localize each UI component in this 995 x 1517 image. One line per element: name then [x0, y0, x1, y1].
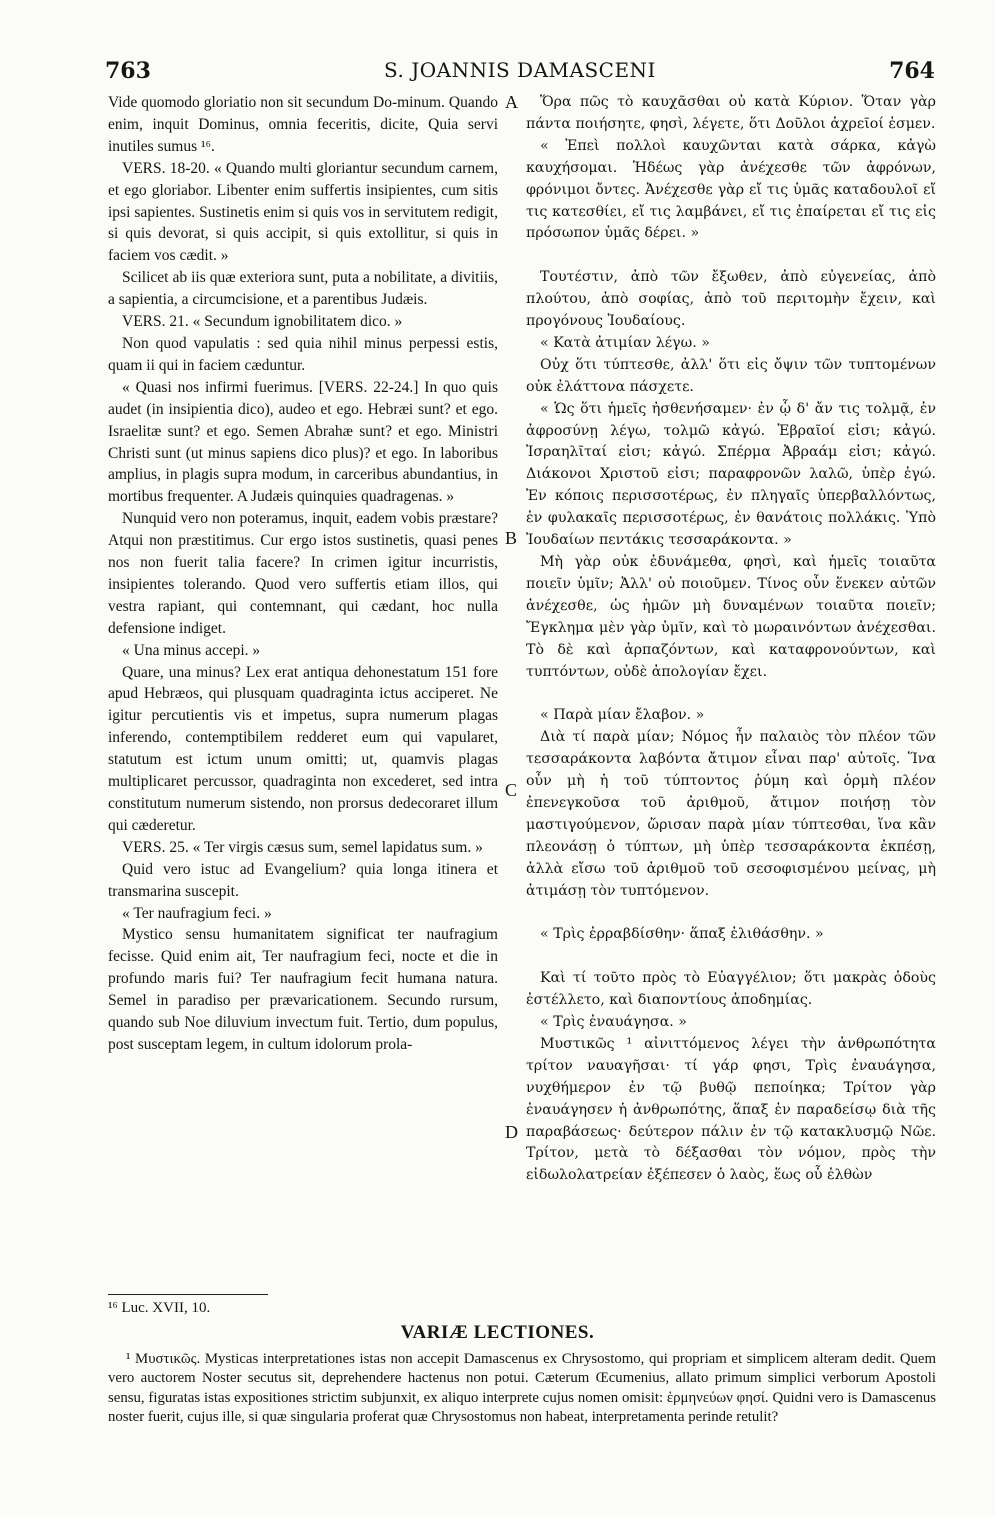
greek-paragraph: Οὐχ ὅτι τύπτεσθε, ἀλλ' ὅτι εἰς ὄψιν τῶν τυπτομένων οὐκ ἐλάττονα πάσχετε.	[526, 356, 936, 395]
greek-paragraph: Ὅρα πῶς τὸ καυχᾶσθαι οὐ κατὰ Κύριον. Ὅταν γὰρ πάντα ποιήσητε, φησὶ, λέγετε, ὅτι Δοῦλοι ἀχρεῖοί ἐσμεν.	[526, 94, 936, 132]
variae-paragraph: ¹ Μυστικῶς. Mysticas interpretationes istas non accepit Damascenus ex Chrysostomo, qui propriam et simplicem alteram dedit. Quem vero auctorem Noster secutus sit, deprehendere hactenus non potui. Cæterum Œcumenius, allato primum simplici verborum Apostoli sensu, figuratas istas expositiones strictim subjunxit, ex aliquo interprete cujus nomen omisit: ἑρμηνεύων φησί. Quidni vero is Damascenus noster fuerit, cujus ille, si quæ singularia proferat quæ Chrysostomus non habeat, interpretamenta perinde retulit?	[108, 1351, 936, 1426]
latin-paragraph: VERS. 21. « Secundum ignobilitatem dico. »	[122, 313, 403, 331]
running-title: S. JOANNIS DAMASCENI	[384, 58, 656, 82]
greek-paragraph: « Τρὶς ἐρραβδίσθην· ἅπαξ ἐλιθάσθην. »	[540, 926, 824, 943]
page-number-left: 763	[105, 58, 151, 84]
greek-paragraph: Μὴ γὰρ οὐκ ἐδυνάμεθα, φησὶ, καὶ ἡμεῖς τοιαῦτα ποιεῖν ὑμῖν; Ἀλλ' οὐ ποιοῦμεν. Τίνος οὖν ἕνεκεν αὐτῶν ἀνέχεσθε, ὡς ἡμῶν μὴ δυναμένων τοιαῦτα ποιεῖν; Ἔγκλημα μὲν γὰρ ὑμῖν, καὶ τὸ μωραινόντων ἀνέχεσθαι. Τὸ δὲ καὶ ἁρπαζόντων, καὶ καταφρονούντων, καὶ τυπτόντων, οὐδὲ ἀπολογίαν ἔχει.	[526, 554, 936, 680]
latin-paragraph: Nunquid vero non poteramus, inquit, eadem vobis præstare? Atqui non præstitimus. Cur ergo istos sustinetis, quasi penes nos non fuerit talia facere? In crimen igitur incurristis, insipientes tolerando. Quod vero suffertis etiam illos, qui vestra rapiant, qui contemnant, qui cædant, hoc nulla defensione indiget.	[108, 510, 498, 637]
section-letter-b: B	[505, 528, 518, 548]
page-number-right: 764	[889, 58, 935, 84]
greek-paragraph: Μυστικῶς ¹ αἰνιττόμενος λέγει τὴν ἀνθρωπότητα τρίτον ναυαγῆσαι· τί γάρ φησι, Τρὶς ἐναυάγησα, νυχθήμερον ἐν τῷ βυθῷ πεποίηκα; Τρίτον γὰρ ἐναυάγησεν ἡ ἀνθρωπότης, ἅπαξ ἐν παραδείσῳ διὰ τῆς παραβάσεως· δεύτερον πάλιν ἐν τῷ κατακλυσμῷ Νῶε. Τρίτον, μετὰ τὸ δέξασθαι τὸν νόμον, πρὸς τὴν εἰδωλολατρείαν ἐξέπεσεν ὁ λαὸς, ἕως οὗ ἐλθὼν	[526, 1035, 936, 1184]
latin-paragraph: Mystico sensu humanitatem significat ter naufragium fecisse. Quid enim ait, Ter naufragium feci, nocte et die in profundo maris fui? Ter naufragium fecit humana natura. Semel in paradiso per prævaricationem. Secundo rursum, quando sub Noe diluvium invectum fuit. Tertio, dum populus, post susceptam legem, in cultum idolorum prola-	[108, 926, 498, 1053]
section-letter-d: D	[505, 1122, 518, 1142]
footnote-rule	[108, 1294, 268, 1295]
section-letter-a: A	[505, 92, 518, 112]
variae-lectiones-text	[108, 1350, 936, 1428]
latin-paragraph: Non quod vapulatis : sed quia nihil minus perpessi estis, quam ii qui in faciem cæduntur.	[108, 334, 498, 374]
greek-paragraph: Καὶ τί τοῦτο πρὸς τὸ Εὐαγγέλιον; ὅτι μακρὰς ὁδοὺς ἐστέλλετο, καὶ διαποντίους ἀποδημίας.	[526, 970, 936, 1009]
latin-paragraph: Scilicet ab iis quæ exteriora sunt, puta a nobilitate, a divitiis, a sapientia, a circumcisione, et a parentibus Judæis.	[108, 269, 498, 309]
greek-paragraph: Τουτέστιν, ἀπὸ τῶν ἔξωθεν, ἀπὸ εὐγενείας, ἀπὸ πλούτου, ἀπὸ σοφίας, ἀπὸ τοῦ περιτομὴν ἔχειν, καὶ προγόνους Ἰουδαίους.	[526, 269, 936, 330]
latin-paragraph: VERS. 25. « Ter virgis cæsus sum, semel lapidatus sum. »	[122, 838, 483, 856]
variae-lectiones-heading: VARIÆ LECTIONES.	[400, 1322, 595, 1343]
latin-paragraph: « Quasi nos infirmi fuerimus. [VERS. 22-24.] In quo quis audet (in insipientia dico), audeo et ego. Hebræi sunt? et ego. Israelitæ sunt? et ego. Semen Abrahæ sunt? et ego. Ministri Christi sunt (ut minus sapiens dico plus)? et ego. In laboribus amplius, in plagis supra modum, in carceribus abundantius, in mortibus frequenter. A Judæis quinquies quadragenas. »	[108, 378, 498, 506]
running-header	[105, 58, 935, 88]
latin-paragraph: VERS. 18-20. « Quando multi gloriantur secundum carnem, et ego gloriabor. Libenter enim suffertis insipientes, cum sitis ipsi sapientes. Sustinetis enim si quis vos in servitutem redigit, si quis devorat, si quis accipit, si quis extollitur, si quis in faciem vos cædit. »	[108, 159, 498, 265]
latin-paragraph: « Una minus accepi. »	[122, 641, 261, 659]
section-letter-c: C	[505, 780, 518, 800]
latin-paragraph: Vide quomodo gloriatio non sit secundum Do-minum. Quando enim, inquit Dominus, omnia feceritis, dicite, Quia servi inutiles sumus ¹⁶.	[108, 94, 498, 155]
latin-paragraph: « Ter naufragium feci. »	[122, 904, 272, 922]
greek-paragraph: « Παρὰ μίαν ἔλαβον. »	[540, 707, 705, 724]
greek-paragraph: « Τρὶς ἐναυάγησα. »	[540, 1014, 687, 1030]
greek-paragraph: Διὰ τί παρὰ μίαν; Νόμος ἦν παλαιὸς τὸν πλέον τῶν τεσσαράκοντα λαβόντα ἄτιμον εἶναι παρ' αὐτοῖς. Ἵνα οὖν μὴ ἡ τοῦ τύπτοντος ῥύμη καὶ ὁρμὴ πλέον ἐπενεγκοῦσα τοῦ ἀριθμοῦ, ἄτιμον ποιήσῃ τὸν μαστιγούμενον, ὥρισαν παρὰ μίαν τύπτεσθαι, ἵνα κἂν πλεονάσῃ ὁ τύπτων, μὴ ὑπὲρ τεσσαράκοντα ἐκπέσῃ, ἀλλὰ εἴσω τοῦ ἀριθμοῦ τοῦ σεσοφισμένου μείνας, μὴ ἀτιμάσῃ τὸν τυπτόμενον.	[526, 729, 936, 899]
greek-paragraph: « Κατὰ ἀτιμίαν λέγω. »	[540, 334, 710, 351]
greek-paragraph: « Ἐπεὶ πολλοὶ καυχῶνται κατὰ σάρκα, κἀγὼ καυχήσομαι. Ἡδέως γὰρ ἀνέχεσθε τῶν ἀφρόνων, φρόνιμοι ὄντες. Ἀνέχεσθε γὰρ εἴ τις ὑμᾶς καταδουλοῖ εἴ τις κατεσθίει, εἴ τις λαμβάνει, εἴ τις ἐπαίρεται εἴ τις εἰς πρόσωπον ὑμᾶς δέρει. »	[526, 137, 936, 242]
latin-paragraph: Quid vero istuc ad Evangelium? quia longa itinera et transmarina suscepit.	[108, 860, 498, 900]
latin-column	[108, 92, 498, 1056]
latin-paragraph: Quare, una minus? Lex erat antiqua dehonestatum 151 fore apud Hebræos, qui plusquam quadraginta ictus acciperet. Ne igitur percutientis vis et impetus, supra numerum plagas inferendo, contemptibilem redderet eum qui vapularet, statutum est ictum unum omitti; ut, quamvis plagas multiplicaret percussor, quadraginta non excederet, sed intra constitutum numerum sistendo, non prorsus dedecoraret illum qui cæderetur.	[108, 663, 498, 834]
greek-paragraph: « Ὡς ὅτι ἡμεῖς ἠσθενήσαμεν· ἐν ᾧ δ' ἄν τις τολμᾷ, ἐν ἀφροσύνῃ λέγω, τολμῶ κἀγώ. Ἑβραῖοί εἰσι; κἀγώ. Ἰσραηλῖταί εἰσι; κἀγώ. Σπέρμα Ἀβραάμ εἰσι; κἀγώ. Διάκονοι Χριστοῦ εἰσι; παραφρονῶν λαλῶ, ὑπὲρ ἐγώ. Ἐν κόποις περισσοτέρως, ἐν πληγαῖς ὑπερβαλλόντως, ἐν φυλακαῖς περισσοτέρως, ἐν θανάτοις πολλάκις. Ὑπὸ Ἰουδαίων πεντάκις τεσσαράκοντα. »	[526, 400, 936, 549]
greek-column	[526, 92, 936, 1187]
footnote: ¹⁶ Luc. XVII, 10.	[108, 1300, 211, 1316]
